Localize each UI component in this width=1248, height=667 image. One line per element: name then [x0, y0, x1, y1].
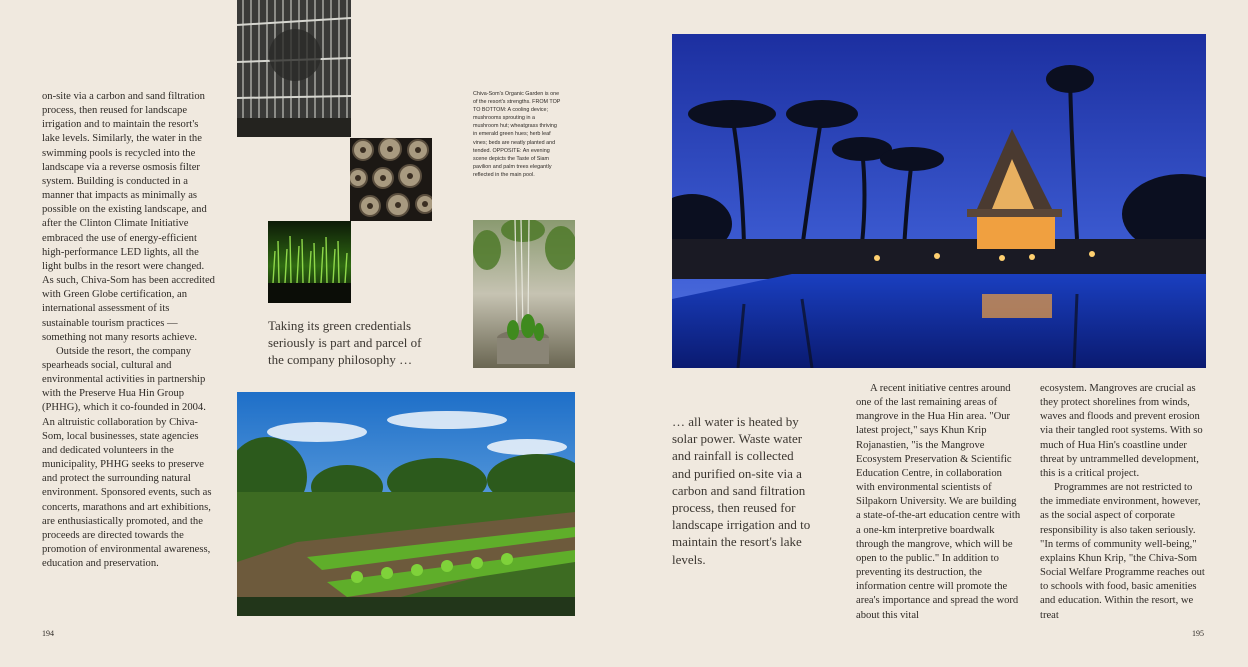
photo-caption: Chiva-Som's Organic Garden is one of the resort's strengths. FROM TOP TO BOTTOM: A cooling device; mushrooms sprouting in a mushroom hut; wheatgrass thriving in emerald green hues; herb leaf vines; beds are neatly planted and tended. OPPOSITE: An evening scene depicts the Taste of Siam pavilion and palm trees elegantly reflected in the main pool.	[473, 91, 561, 178]
body-paragraph: on-site via a carbon and sand filtration process, then reused for landscape irrigation and to maintain the resort's lake levels. Similarly, the water in the swimming pools is recycled into the landscape via a reverse osmosis filter system. Building is conducted in a manner that impacts as minimally as possible on the existing landscape, and after the Clinton Climate Initiative embraced the use of energy-efficient high-performance LED lights, all the light bulbs in the resort were changed. As such, Chiva-Som has been accredited with Green Globe certification, an international assessment of its sustainable tourism practices — something not many resorts achieve.	[42, 91, 215, 343]
page-number: 194	[42, 629, 54, 638]
right-body-column-2	[1040, 382, 1206, 623]
left-pull-quote: Taking its green credentials seriously is part and parcel of the company philosophy …	[268, 318, 422, 368]
page-number: 195	[1192, 629, 1204, 638]
right-pull-quote: … all water is heated by solar power. Waste water and rainfall is collected and purified on-site via a carbon and sand filtration process, then reused for landscape irrigation and to maintain the resort's lake levels.	[672, 414, 811, 567]
organic-garden-photo	[237, 392, 575, 616]
right-page	[624, 0, 1248, 667]
body-paragraph: ecosystem. Mangroves are crucial as they protect shorelines from winds, waves and floods and prevent erosion via their tangled root systems. With so much of Hua Hin's coastline under threat by untrammelled development, this is a critical project.	[1040, 383, 1203, 479]
cooling-device-photo	[237, 0, 351, 137]
pavilion-pool-photo	[672, 34, 1206, 368]
herb-vine-photo	[473, 220, 575, 368]
right-body-column-1	[856, 382, 1022, 623]
body-paragraph: Outside the resort, the company spearheads social, cultural and environmental activities in partnership with the Preserve Hua Hin Group (PHHG), which it co-founded in 2004. An altruistic collaboration by Chiva-Som, local businesses, state agencies and dedicated volunteers in the municipality, PHHG seeks to preserve and protect the surrounding natural environment. Sponsored events, such as concerts, marathons and art exhibitions, are enthusiastically promoted, and the proceeds are directed towards the promotion of environmental awareness, education and preservation.	[42, 345, 212, 570]
body-paragraph: Programmes are not restricted to the immediate environment, however, as the social aspect of corporate responsibility is also taken seriously. "In terms of community well-being," explains Khun Krip, "the Chiva-Som Social Welfare Programme reaches out to schools with food, basic amenities and education. Within the resort, we treat	[1040, 482, 1205, 621]
wheatgrass-photo	[268, 221, 351, 303]
body-paragraph: A recent initiative centres around one of the last remaining areas of mangrove in the Hua Hin area. "Our latest project," says Khun Krip Rojanastien, "is the Mangrove Ecosystem Preservation & Scientific Education Centre, in collaboration with environmental scientists of Silpakorn University. We are building a state-of-the-art education centre with a one-km interpretive boardwalk through the mangrove, which will be open to the public." In addition to preventing its destruction, the information centre will promote the area's importance and spread the word about this vital	[856, 383, 1021, 621]
mushroom-photo	[350, 138, 432, 221]
left-body-column	[42, 90, 216, 571]
